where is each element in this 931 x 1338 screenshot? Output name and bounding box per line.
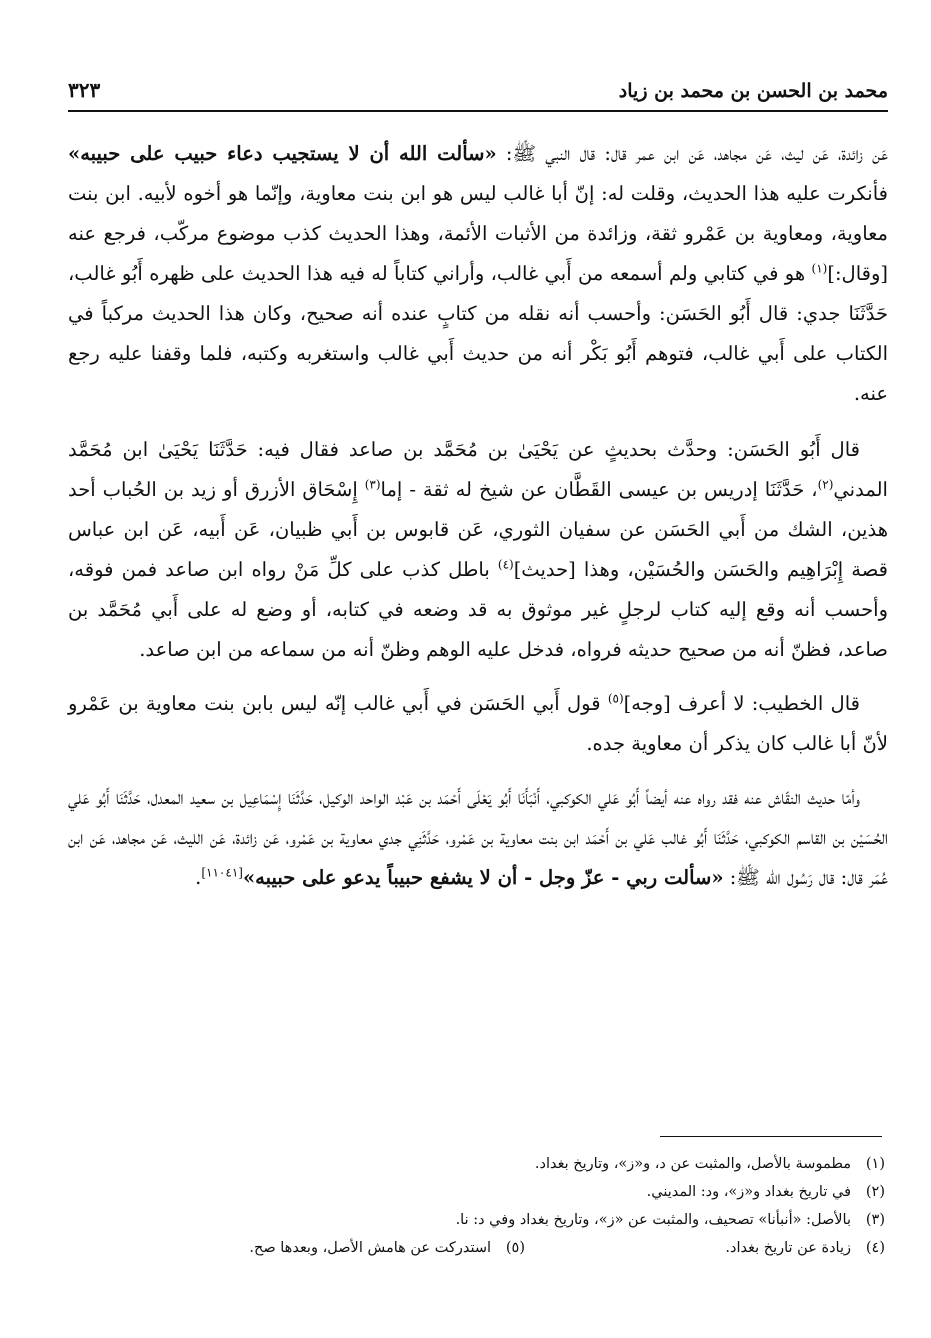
text-run: فأنكرت عليه هذا الحديث، وقلت له: إنّ أبا غالب ليس هو ابن بنت معاوية، وإنّما هو أخوه لأبيه. ابن بنت معاوية، ومعاوية بن عَمْرو ثقة، وزائدة من الأثبات الأئمة، وهذا الحديث كذب موضوع مركّب، فرجع عنه [وقال:] xyxy=(68,182,888,285)
footnote-item xyxy=(125,1234,525,1262)
footnote-ref: [١١٠٤١] xyxy=(201,865,243,880)
footnote-ref: (١) xyxy=(811,261,828,276)
footnote-item xyxy=(575,1234,885,1262)
page-number: ٣٢٣ xyxy=(68,78,101,102)
paragraph xyxy=(68,778,888,898)
footnote-ref: (٥) xyxy=(607,691,624,706)
text-run: قول أَبي الحَسَن في أَبي غالب إنّه ليس بابن بنت معاوية بن عَمْرو لأنّ أبا غالب كان يذكر أن معاوية جده. xyxy=(68,692,888,755)
text-run: وأمّا حديث النقّاش عنه فقد رواه عنه أيضاً أَبُو عَلي الكوكبي، أَنْبَأَنَا أَبُو يَعْلَى أَحْمَد بن عَبْد الواحد الوكيل، حَدَّثَنَا إِسْمَاعِيل بن سعيد المعدل، حَدَّثَنَا أَبُو عَلي الحُسَيْن بن القاسم الكوكبي، حَدَّثَنَا أَبُو غالب عَلي بن أَحْمَد ابن بنت معاوية بن عَمْرو، حَدَّثَنِي جدي معاوية بن عَمْرو، عَن زائدة، عَن الليث، عَن مجاهد، عَن ابن عُمَر قال: قال رَسُول الله ﷺ: xyxy=(68,786,888,889)
footnote-text: بالأصل: «أنبأنا» تصحيف، والمثبت عن «ز»، وتاريخ بغداد وفي د: نا. xyxy=(455,1212,851,1228)
paragraph xyxy=(68,684,888,764)
footnote-text: زيادة عن تاريخ بغداد. xyxy=(725,1240,851,1256)
footnote-ref: (٣) xyxy=(364,477,381,492)
footnote-number: (٤) xyxy=(865,1240,885,1256)
text-run: باطل كذب على كلِّ مَنْ رواه ابن صاعد فمن فوقه، وأحسب أنه وقع إليه كتاب لرجلٍ غير موثوق به قد وضعه في كتابه، أو وضع له على أَبي مُحَمَّد بن صاعد، فظنّ أنه من صحيح حديثه فرواه، فدخل عليه الوهم وظنّ أنه من سماعه من ابن صاعد. xyxy=(68,558,888,661)
text-run: هو في كتابي ولم أسمعه من أَبي غالب، وأراني كتاباً له فيه هذا الحديث على ظهره أَبُو غالب، حَدَّثَنَا جدي: قال أَبُو الحَسَن: وأحسب أنه نقله من كتابٍ عنده أنه صحيح، وكان هذا الحديث مركباً في الكتاب على أَبي غالب، فتوهم أَبُو بَكْر أنه من حديث أَبي غالب واستغربه وكتبه، فلما وقفنا عليه رجع عنه. xyxy=(68,262,888,405)
hadith-quote: «سألت الله أن لا يستجيب دعاء حبيب على حبيبه» xyxy=(68,142,497,165)
footnote-item xyxy=(65,1178,885,1206)
text-run: قال الخطيب: لا أعرف [وجه] xyxy=(623,692,860,715)
footnote-number: (٣) xyxy=(865,1212,885,1228)
text-run: . xyxy=(195,866,202,889)
paragraph xyxy=(68,430,888,670)
footnote-text: استدركت عن هامش الأصل، وبعدها صح. xyxy=(249,1240,491,1256)
hadith-quote: «سألت ربي - عزّ وجل - أن لا يشفع حبيباً يدعو على حبيبه» xyxy=(242,866,724,889)
footnote-pair xyxy=(65,1234,885,1262)
text-run: قال أَبُو الحَسَن: وحدَّث بحديثٍ عن يَحْيَىٰ بن مُحَمَّد بن صاعد فقال فيه: حَدَّثَنَا يَحْيَىٰ ابن مُحَمَّد المدني xyxy=(68,438,888,501)
page-header xyxy=(68,72,888,112)
footnote-number: (٥) xyxy=(505,1240,525,1256)
footnote-separator xyxy=(660,1136,882,1137)
footnotes xyxy=(65,1150,885,1262)
footnote-text: مطموسة بالأصل، والمثبت عن د، و«ز»، وتاريخ بغداد. xyxy=(534,1156,851,1172)
footnote-number: (٢) xyxy=(865,1184,885,1200)
running-head: محمد بن الحسن بن محمد بن زياد xyxy=(618,80,888,102)
page xyxy=(68,72,888,912)
footnote-text: في تاريخ بغداد و«ز»، ود: المديني. xyxy=(646,1184,851,1200)
footnote-item xyxy=(65,1150,885,1178)
main-text xyxy=(68,134,888,898)
text-run: ، حَدَّثَنَا إدريس بن عيسى القَطَّان عن شيخ له ثقة - إما xyxy=(380,478,818,501)
footnote-ref: (٢) xyxy=(817,477,834,492)
paragraph xyxy=(68,134,888,414)
text-run: عَن زائدة، عَن ليث، عَن مجاهد، عَن ابن عمر قال: قال النبي ﷺ: xyxy=(496,142,888,165)
footnote-ref: (٤) xyxy=(497,557,514,572)
footnote-item xyxy=(65,1206,885,1234)
text-run: إِسْحَاق الأزرق أو زيد بن الحُباب أحد هذين، الشك من أَبي الحَسَن عن سفيان الثوري، عَن قابوس بن أَبي ظبيان، عَن أَبيه، عَن ابن عباس قصة إِبْرَاهِيم والحَسَن والحُسَيْن، وهذا [حديث] xyxy=(68,478,888,581)
footnote-number: (١) xyxy=(865,1156,885,1172)
